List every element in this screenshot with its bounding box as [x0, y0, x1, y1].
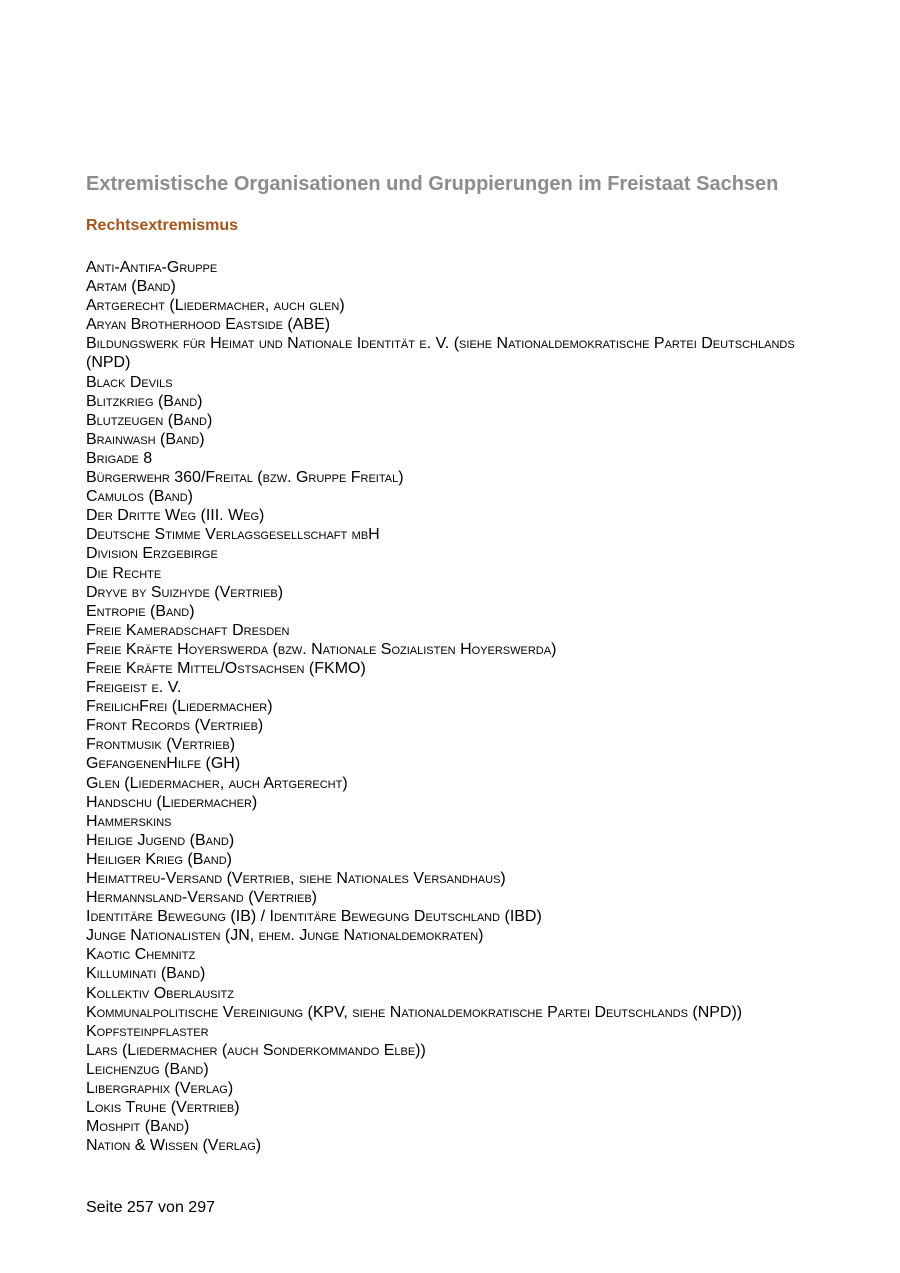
organization-note: (Liedermacher (auch Sonderkommando Elbe)) [117, 1041, 426, 1059]
organization-name: Deutsche Stimme Verlagsgesellschaft mbH [86, 526, 380, 544]
organization-name: FreilichFrei [86, 698, 168, 716]
list-item [86, 1041, 826, 1060]
list-item [86, 334, 826, 372]
organization-name: Aryan Brotherhood Eastside [86, 316, 283, 334]
list-item [86, 831, 826, 850]
list-item [86, 1022, 826, 1041]
organization-note: (Vertrieb) [161, 736, 236, 754]
organization-name: Freigeist e. V. [86, 679, 182, 697]
list-item [86, 1003, 826, 1022]
organization-note: (Vertrieb) [209, 583, 284, 601]
list-item [86, 984, 826, 1003]
organization-name: Entropie [86, 602, 146, 620]
organization-name: Lars [86, 1041, 118, 1059]
organization-note: (Band) [159, 1060, 209, 1078]
organization-name: Bürgerwehr 360/Freital [86, 469, 253, 487]
list-item [86, 277, 826, 296]
organization-note: (Band) [153, 392, 203, 410]
organization-name: Frontmusik [86, 736, 162, 754]
list-item [86, 1098, 826, 1117]
organization-name: Heimattreu-Versand [86, 870, 223, 887]
list-item [86, 678, 826, 697]
list-item [86, 602, 826, 621]
organization-name: Heilige Jugend [86, 831, 186, 849]
organization-name: Handschu [86, 793, 152, 811]
organization-name: Freie Kräfte Mittel/Ostsachsen [86, 659, 305, 677]
list-item [86, 869, 826, 888]
organization-name: Blutzeugen [86, 411, 164, 429]
organization-name: Kollektiv Oberlausitz [86, 984, 234, 1002]
organization-note: (ABE) [282, 316, 331, 334]
list-item [86, 640, 826, 659]
list-item [86, 812, 826, 831]
organization-name: Nation & Wissen [86, 1137, 199, 1155]
organization-name: Artam [86, 278, 127, 296]
list-item [86, 583, 826, 602]
list-item [86, 697, 826, 716]
organization-name: Kopfsteinpflaster [86, 1022, 209, 1040]
organization-note: (Band) [145, 602, 195, 620]
organization-name: Camulos [86, 488, 145, 506]
list-item [86, 411, 826, 430]
organization-name: Die Rechte [86, 564, 162, 582]
organization-note: (III. Weg) [196, 507, 265, 525]
organization-note: (Band) [163, 411, 213, 429]
list-item [86, 1079, 826, 1098]
organization-name: Brigade 8 [86, 449, 153, 467]
list-item [86, 525, 826, 544]
organization-note: (GH) [201, 755, 241, 773]
list-item [86, 754, 826, 773]
organization-name: Brainwash [86, 430, 156, 448]
list-item [86, 373, 826, 392]
organization-note: (Band) [182, 850, 232, 868]
list-item [86, 1060, 826, 1079]
organization-note: (KPV, siehe Nationaldemokratische Partei Deutschlands (NPD)) [303, 1003, 743, 1021]
organization-name: GefangenenHilfe [86, 755, 202, 773]
list-item [86, 564, 826, 583]
organization-name: Lokis Truhe [86, 1099, 167, 1117]
page-number: Seite 257 von 297 [86, 1199, 215, 1216]
organization-note: (Band) [156, 965, 206, 983]
organization-note: (bzw. Gruppe Freital) [252, 469, 404, 487]
organization-note: (IB) / Identitäre Bewegung Deutschland (IBD) [225, 908, 542, 926]
organization-name: Dryve by Suizhyde [86, 583, 210, 601]
organization-note: (Liedermacher, auch glen) [164, 297, 345, 315]
list-item [86, 964, 826, 983]
organization-name: Division Erzgebirge [86, 545, 218, 563]
organization-list [86, 258, 826, 1155]
list-item [86, 888, 826, 907]
organization-note: (Band) [155, 430, 205, 448]
list-item [86, 907, 826, 926]
list-item [86, 735, 826, 754]
list-item [86, 506, 826, 525]
organization-note: (Liedermacher, auch Artgerecht) [119, 774, 348, 792]
organization-note: (Liedermacher) [151, 793, 258, 811]
list-item [86, 468, 826, 487]
list-item [86, 296, 826, 315]
organization-note: (FKMO) [304, 659, 366, 677]
list-item [86, 659, 826, 678]
organization-note: (siehe Nationaldemokratische Partei Deutschlands (NPD) [86, 335, 795, 372]
organization-note: (Liedermacher) [167, 698, 273, 716]
list-item [86, 258, 826, 277]
organization-note: (Vertrieb) [243, 889, 317, 907]
section-heading: Rechtsextremismus [86, 217, 239, 234]
organization-note: (Band) [140, 1118, 190, 1136]
list-item [86, 850, 826, 869]
list-item [86, 1136, 826, 1155]
organization-note: (JN, ehem. Junge Nationaldemokraten) [220, 927, 484, 945]
organization-name: Artgerecht [86, 297, 165, 315]
list-item [86, 392, 826, 411]
organization-name: Libergraphix [86, 1080, 171, 1098]
list-item [86, 487, 826, 506]
list-item [86, 945, 826, 964]
organization-name: Anti-Antifa-Gruppe [86, 259, 218, 276]
organization-note: (Band) [185, 831, 235, 849]
organization-name: Junge Nationalisten [86, 927, 221, 945]
list-item [86, 774, 826, 793]
list-item [86, 926, 826, 945]
organization-name: Glen [86, 774, 120, 792]
organization-name: Leichenzug [86, 1060, 160, 1078]
organization-note: (Vertrieb, siehe Nationales Versandhaus) [222, 870, 506, 887]
list-item [86, 430, 826, 449]
organization-note: (Vertrieb) [166, 1099, 240, 1117]
organization-name: Hermannsland-Versand [86, 889, 244, 907]
organization-note: (Verlag) [170, 1080, 234, 1098]
organization-note: (bzw. Nationale Sozialisten Hoyerswerda) [268, 640, 557, 658]
organization-name: Kaotic Chemnitz [86, 946, 196, 964]
organization-note: (Vertrieb) [190, 717, 264, 735]
list-item [86, 449, 826, 468]
organization-name: Heiliger Krieg [86, 850, 183, 868]
organization-name: Hammerskins [86, 812, 172, 830]
organization-note: (Verlag) [198, 1137, 262, 1155]
list-item [86, 1117, 826, 1136]
organization-name: Blitzkrieg [86, 392, 154, 410]
list-item [86, 793, 826, 812]
organization-name: Freie Kräfte Hoyerswerda [86, 640, 269, 658]
organization-name: Killuminati [86, 965, 157, 983]
organization-name: Kommunalpolitische Vereinigung [86, 1003, 304, 1021]
organization-name: Bildungswerk für Heimat und Nationale Identität e. V. [86, 335, 450, 353]
organization-name: Front Records [86, 717, 190, 735]
organization-name: Der Dritte Weg [86, 507, 197, 525]
organization-note: (Band) [126, 278, 176, 296]
organization-note: (Band) [144, 488, 194, 506]
organization-name: Black Devils [86, 373, 173, 391]
list-item [86, 716, 826, 735]
list-item [86, 544, 826, 563]
organization-name: Moshpit [86, 1118, 141, 1136]
organization-name: Identitäre Bewegung [86, 908, 226, 926]
list-item [86, 315, 826, 334]
list-item [86, 621, 826, 640]
organization-name: Freie Kameradschaft Dresden [86, 621, 290, 639]
page-title: Extremistische Organisationen und Gruppierungen im Freistaat Sachsen [86, 173, 779, 195]
